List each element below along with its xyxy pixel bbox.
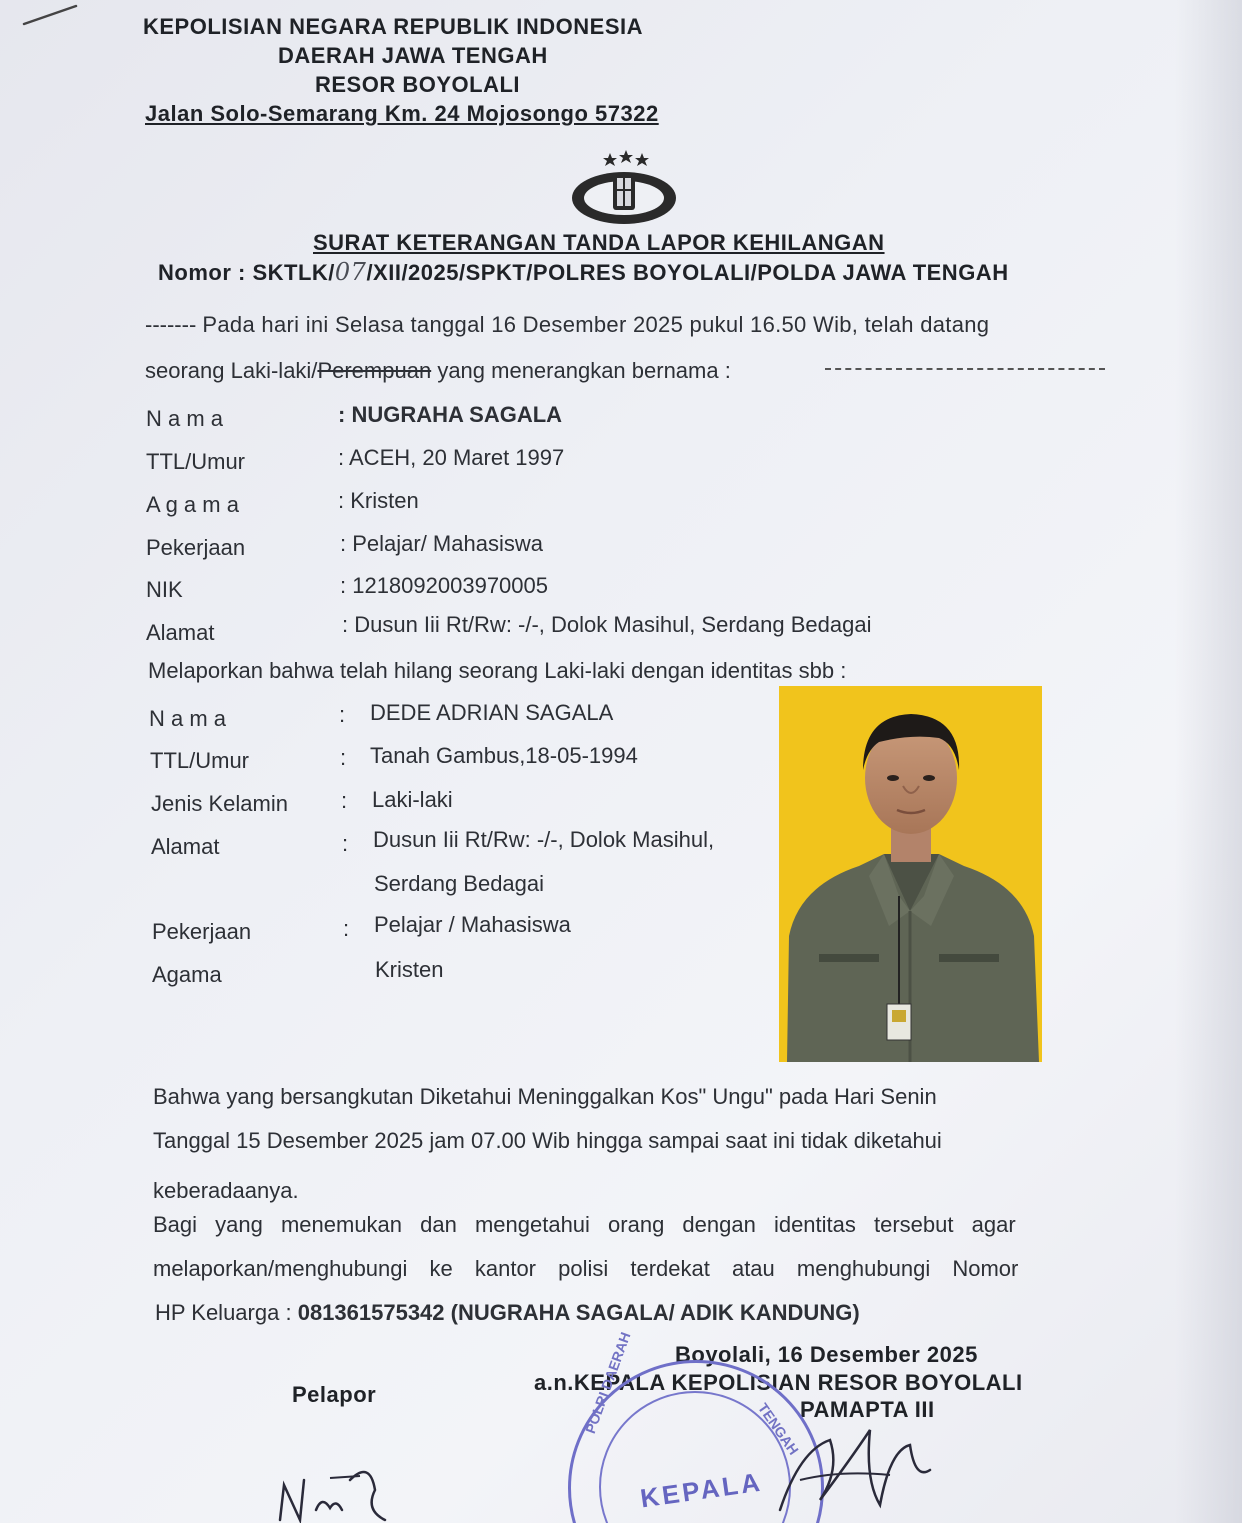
missing-value-nama: DEDE ADRIAN SAGALA — [370, 700, 614, 725]
reporter-value-alamat: : Dusun Iii Rt/Rw: -/-, Dolok Masihul, Serdang Bedagai — [342, 612, 872, 637]
handwritten-signature-icon — [760, 1410, 950, 1523]
paragraph2-line1: Bagi yang menemukan dan mengetahui orang dengan identitas tersebut agar — [153, 1212, 1016, 1237]
reporter-value-agama: : Kristen — [338, 488, 419, 513]
missing-colon-alamat: : — [342, 831, 349, 856]
pen-mark-icon — [20, 0, 80, 30]
reporter-label-ttl: TTL/Umur — [146, 449, 245, 474]
missing-colon-nama: : — [339, 702, 346, 727]
family-phone: 081361575342 (NUGRAHA SAGALA/ ADIK KANDUNG) — [297, 1300, 860, 1325]
missing-value-alamat-line2: Serdang Bedagai — [374, 871, 545, 896]
intro-dashed-line — [825, 368, 1105, 370]
header-address: Jalan Solo-Semarang Km. 24 Mojosongo 57322 — [145, 101, 659, 126]
reporter-signature-label: Pelapor — [292, 1382, 377, 1407]
missing-value-agama: Kristen — [375, 957, 444, 982]
paragraph2-line2: melaporkan/menghubungi ke kantor polisi terdekat atau menghubungi Nomor — [153, 1256, 1019, 1281]
missing-colon-gender: : — [341, 788, 348, 813]
police-emblem-icon — [568, 150, 680, 228]
reporter-label-nama: N a m a — [146, 406, 224, 431]
intro-line2 — [145, 358, 731, 384]
missing-label-nama: N a m a — [149, 706, 227, 731]
missing-label-gender: Jenis Kelamin — [151, 791, 288, 816]
intro-line1 — [145, 312, 989, 338]
document-number-suffix: /XII/2025/SPKT/POLRES BOYOLALI/POLDA JAWA TENGAH — [366, 260, 1009, 285]
intro-line2-a: seorang Laki-laki/ — [145, 358, 318, 383]
reporter-signature-icon — [270, 1450, 410, 1523]
header-line1: KEPOLISIAN NEGARA REPUBLIK INDONESIA — [143, 14, 644, 39]
missing-intro: Melaporkan bahwa telah hilang seorang Laki-laki dengan identitas sbb : — [148, 658, 847, 683]
reporter-value-pekerjaan: : Pelajar/ Mahasiswa — [340, 531, 543, 556]
stamp-arc-right: TENGAH — [754, 1400, 802, 1458]
reporter-label-agama: A g a m a — [146, 492, 239, 517]
reporter-value-ttl: : ACEH, 20 Maret 1997 — [338, 445, 565, 470]
missing-value-ttl: Tanah Gambus,18-05-1994 — [370, 743, 638, 768]
intro-line2-b: yang menerangkan bernama : — [437, 358, 731, 383]
header-line3: RESOR BOYOLALI — [315, 72, 521, 97]
document-number-prefix: Nomor : SKTLK/ — [158, 260, 335, 285]
paper-edge-shadow — [1175, 0, 1242, 1523]
stamp-text: KEPALA — [638, 1466, 765, 1514]
document-title: SURAT KETERANGAN TANDA LAPOR KEHILANGAN — [313, 230, 885, 255]
signature-date: Boyolali, 16 Desember 2025 — [675, 1342, 978, 1367]
missing-colon-pekerjaan: : — [343, 916, 350, 941]
reporter-label-alamat: Alamat — [146, 620, 215, 645]
missing-label-pekerjaan: Pekerjaan — [152, 919, 252, 944]
paragraph1-line2: Tanggal 15 Desember 2025 jam 07.00 Wib hingga sampai saat ini tidak diketahui — [153, 1128, 942, 1153]
document-number — [158, 258, 1009, 286]
document-number-handwritten: 07 — [334, 258, 367, 286]
header-line2: DAERAH JAWA TENGAH — [278, 43, 548, 68]
paragraph1-line1: Bahwa yang bersangkutan Diketahui Meninggalkan Kos" Ungu" pada Hari Senin — [153, 1084, 937, 1109]
reporter-label-pekerjaan: Pekerjaan — [146, 535, 246, 560]
reporter-value-nama: : NUGRAHA SAGALA — [338, 402, 563, 427]
official-rank: PAMAPTA III — [800, 1397, 935, 1422]
official-title: a.n.KEPALA KEPOLISIAN RESOR BOYOLALI — [534, 1370, 1023, 1395]
stamp-arc-left: POLRI DAERAH — [582, 1329, 634, 1436]
reporter-label-nik: NIK — [146, 577, 183, 602]
missing-value-alamat: Dusun Iii Rt/Rw: -/-, Dolok Masihul, — [373, 827, 715, 852]
missing-label-agama: Agama — [152, 962, 222, 987]
paragraph2-line3 — [155, 1300, 860, 1326]
paragraph2-line3-label: HP Keluarga : — [155, 1300, 292, 1325]
intro-line1-text: Pada hari ini Selasa tanggal 16 Desember 2025 pukul 16.50 Wib, telah datang — [202, 312, 990, 337]
missing-label-ttl: TTL/Umur — [150, 748, 249, 773]
reporter-value-nik: : 1218092003970005 — [340, 573, 548, 598]
missing-value-pekerjaan: Pelajar / Mahasiswa — [374, 912, 571, 937]
intro-line2-strike: Perempuan — [317, 358, 432, 383]
intro-lead-dashes: ------- — [145, 312, 197, 337]
person-photo-icon — [779, 686, 1042, 1062]
missing-value-gender: Laki-laki — [372, 787, 453, 812]
paragraph1-line3: keberadaanya. — [153, 1178, 299, 1203]
missing-colon-ttl: : — [340, 745, 347, 770]
missing-label-alamat: Alamat — [151, 834, 220, 859]
